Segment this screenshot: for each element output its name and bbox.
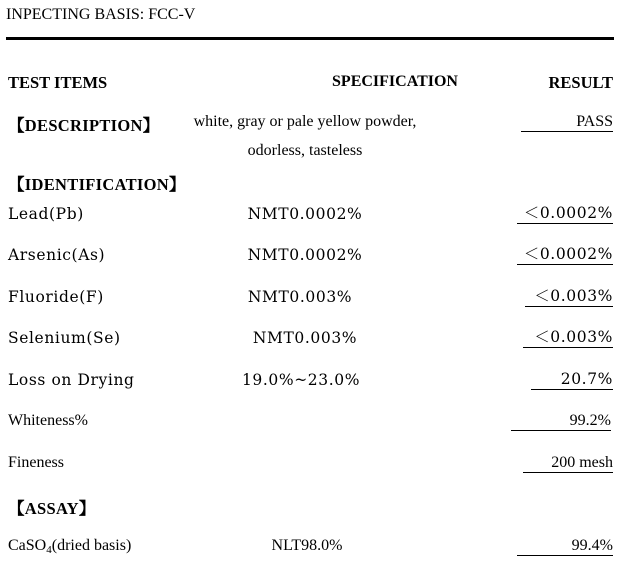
result-whiteness: 99.2% [511,412,611,431]
spec-lead: NMT0.0002% [247,205,363,223]
section-identification: 【IDENTIFICATION】 [8,175,186,194]
spec-fluoride: NMT0.003% [247,288,353,306]
result-lead: ＜0.0002% [517,205,613,224]
description-spec-line1: white, gray or pale yellow powder, [193,113,417,130]
test-item-arsenic: Arsenic(As) [8,246,106,264]
spec-loss-on-drying: 19.0%~23.0% [241,371,361,389]
result-fluoride: ＜0.003% [525,288,613,307]
test-item-fineness: Fineness [8,454,64,471]
result-caso4: 99.4% [517,537,613,556]
test-item-loss-on-drying: Loss on Drying [8,371,135,389]
test-item-fluoride: Fluoride(F) [8,288,104,306]
inspecting-basis: INPECTING BASIS: FCC-V [6,6,196,23]
header-rule [6,37,614,40]
test-item-selenium: Selenium(Se) [8,329,121,347]
test-item-whiteness: Whiteness% [8,412,88,429]
description-result: PASS [521,113,613,132]
result-selenium: ＜0.003% [523,329,613,348]
test-item-caso4: CaSO$_4$(dried basis) [8,537,132,556]
test-item-lead: Lead(Pb) [8,205,84,223]
section-description: 【DESCRIPTION】 [8,116,160,135]
description-spec-line2: odorless, tasteless [247,142,363,159]
result-loss-on-drying: 20.7% [531,371,613,390]
section-assay: 【ASSAY】 [8,499,96,518]
spec-arsenic: NMT0.0002% [247,246,363,264]
spec-selenium: NMT0.003% [252,329,358,347]
spec-caso4: NLT98.0% [271,537,343,554]
result-fineness: 200 mesh [523,454,613,473]
column-header-result: RESULT [548,73,613,92]
column-header-specification: SPECIFICATION [332,73,458,90]
column-header-test-items: TEST ITEMS [8,73,108,92]
result-arsenic: ＜0.0002% [517,246,613,265]
